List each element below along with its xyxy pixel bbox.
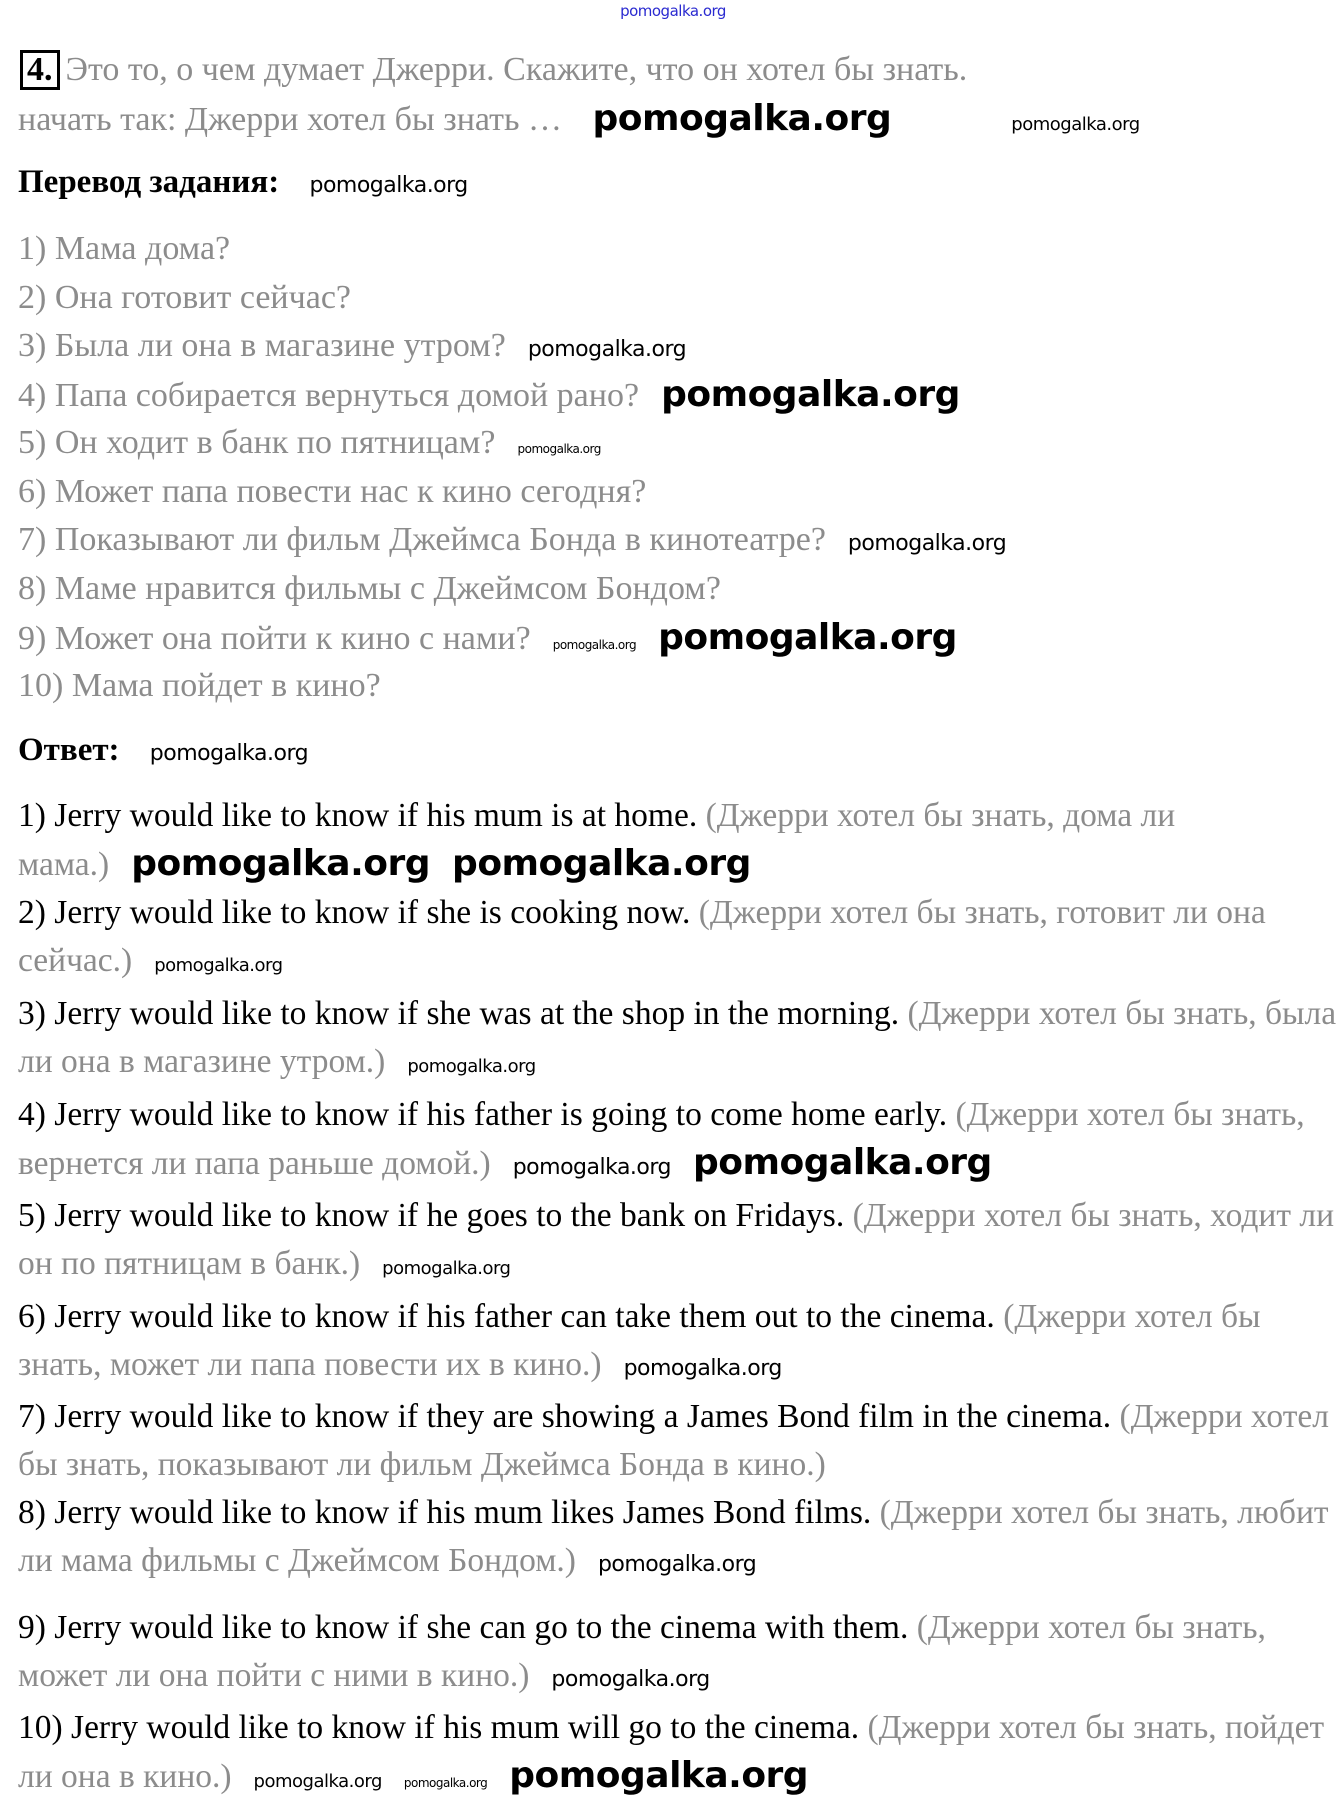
question-text: 6) Может папа повести нас к кино сегодня? <box>18 473 647 510</box>
question-item <box>18 565 721 613</box>
watermark: pomogalka.org <box>551 1667 710 1692</box>
answer-russian: (Джерри хотел бы знать, может ли она пойти с ними в кино.) <box>18 1609 1266 1694</box>
answer-russian: (Джерри хотел бы знать, показывают ли фильм Джеймса Бонда в кино.) <box>18 1398 1329 1483</box>
watermark: pomogalka.org <box>658 617 957 658</box>
question-item <box>18 468 646 516</box>
watermark: pomogalka.org <box>407 1056 536 1077</box>
answer-english: 9) Jerry would like to know if she can go to the cinema with them. <box>18 1609 909 1646</box>
answer-english: 5) Jerry would like to know if he goes to the bank on Fridays. <box>18 1197 845 1234</box>
question-text: 9) Может она пойти к кино с нами? <box>18 620 531 657</box>
question-item <box>18 614 957 669</box>
answer-russian: (Джерри хотел бы знать, любит ли мама фильмы с Джеймсом Бондом.) <box>18 1494 1329 1579</box>
question-text: 4) Папа собирается вернуться домой рано? <box>18 377 640 414</box>
question-item <box>18 662 381 710</box>
answer-item <box>18 889 1338 990</box>
question-text: 8) Маме нравится фильмы с Джеймсом Бондом? <box>18 570 721 607</box>
task-text-2: начать так: Джерри хотел бы знать … <box>18 101 562 138</box>
watermark-top: pomogalka.org <box>620 2 726 20</box>
question-text: 3) Была ли она в магазине утром? <box>18 327 506 364</box>
watermark: pomogalka.org <box>403 1776 488 1790</box>
watermark: pomogalka.org <box>253 1771 382 1792</box>
watermark: pomogalka.org <box>509 1755 809 1796</box>
watermark: pomogalka.org <box>517 442 601 456</box>
translation-heading-text: Перевод задания: <box>18 164 280 200</box>
question-item <box>18 371 960 420</box>
watermark: pomogalka.org <box>154 955 283 976</box>
question-text: 7) Показывают ли фильм Джеймса Бонда в кинотеатре? <box>18 521 826 558</box>
question-text: 1) Мама дома? <box>18 230 231 267</box>
watermark: pomogalka.org <box>592 98 892 139</box>
question-text: 5) Он ходит в банк по пятницам? <box>18 424 496 461</box>
answer-english: 7) Jerry would like to know if they are showing a James Bond film in the cinema. <box>18 1398 1112 1435</box>
answer-item <box>18 1293 1338 1393</box>
question-text: 10) Мама пойдет в кино? <box>18 667 381 704</box>
watermark: pomogalka.org <box>597 1552 757 1577</box>
question-text: 2) Она готовит сейчас? <box>18 279 351 316</box>
watermark: pomogalka.org <box>512 1155 672 1180</box>
answer-heading <box>18 726 308 778</box>
answer-russian: (Джерри хотел бы знать, вернется ли папа раньше домой.) <box>18 1096 1305 1182</box>
task-line-2 <box>18 95 1140 149</box>
watermark: pomogalka.org <box>661 374 960 415</box>
answer-item <box>18 1604 1338 1704</box>
answer-item <box>18 990 1338 1091</box>
answer-heading-text: Ответ: <box>18 732 120 768</box>
watermark: pomogalka.org <box>382 1258 511 1279</box>
watermark: pomogalka.org <box>527 337 687 362</box>
answer-english: 4) Jerry would like to know if his father is going to come home early. <box>18 1096 948 1133</box>
answer-english: 1) Jerry would like to know if his mum is at home. <box>18 797 698 834</box>
question-item <box>18 516 1006 568</box>
watermark: pomogalka.org <box>1011 114 1140 135</box>
answer-item <box>18 1091 1338 1192</box>
answer-item <box>18 1192 1338 1293</box>
task-number: 4. <box>20 50 60 90</box>
task-text-1: Это то, о чем думает Джерри. Скажите, что он хотел бы знать. <box>65 51 968 88</box>
task-line-1 <box>20 46 967 94</box>
watermark: pomogalka.org <box>309 173 468 198</box>
watermark: pomogalka.org <box>847 531 1007 556</box>
question-item <box>18 274 351 322</box>
answer-item <box>18 1704 1338 1807</box>
watermark: pomogalka.org <box>693 1142 992 1183</box>
question-item <box>18 225 230 273</box>
answer-english: 8) Jerry would like to know if his mum likes James Bond films. <box>18 1494 872 1531</box>
watermark: pomogalka.org <box>623 1356 782 1381</box>
answer-item <box>18 792 1338 889</box>
answer-english: 3) Jerry would like to know if she was at the shop in the morning. <box>18 995 900 1032</box>
answer-russian: (Джерри хотел бы знать, пойдет ли она в кино.) <box>18 1709 1325 1795</box>
question-item <box>18 419 601 473</box>
answer-russian: (Джерри хотел бы знать, ходит ли он по пятницам в банк.) <box>18 1197 1334 1282</box>
watermark: pomogalka.org <box>552 638 637 652</box>
answer-item <box>18 1393 1338 1489</box>
answer-russian: (Джерри хотел бы знать, дома ли мама.) <box>18 797 1176 883</box>
question-item <box>18 322 686 374</box>
answer-russian: (Джерри хотел бы знать, была ли она в магазине утром.) <box>18 995 1337 1080</box>
answer-item <box>18 1489 1338 1589</box>
watermark: pomogalka.org <box>452 843 751 884</box>
answer-russian: (Джерри хотел бы знать, готовит ли она сейчас.) <box>18 894 1266 979</box>
answer-russian: (Джерри хотел бы знать, может ли папа повести их в кино.) <box>18 1298 1261 1383</box>
translation-heading <box>18 158 468 210</box>
answer-english: 10) Jerry would like to know if his mum will go to the cinema. <box>18 1709 860 1746</box>
answer-english: 6) Jerry would like to know if his father can take them out to the cinema. <box>18 1298 995 1335</box>
watermark: pomogalka.org <box>149 741 309 766</box>
watermark: pomogalka.org <box>131 843 431 884</box>
answer-english: 2) Jerry would like to know if she is cooking now. <box>18 894 691 931</box>
answer-list <box>18 792 1338 1807</box>
